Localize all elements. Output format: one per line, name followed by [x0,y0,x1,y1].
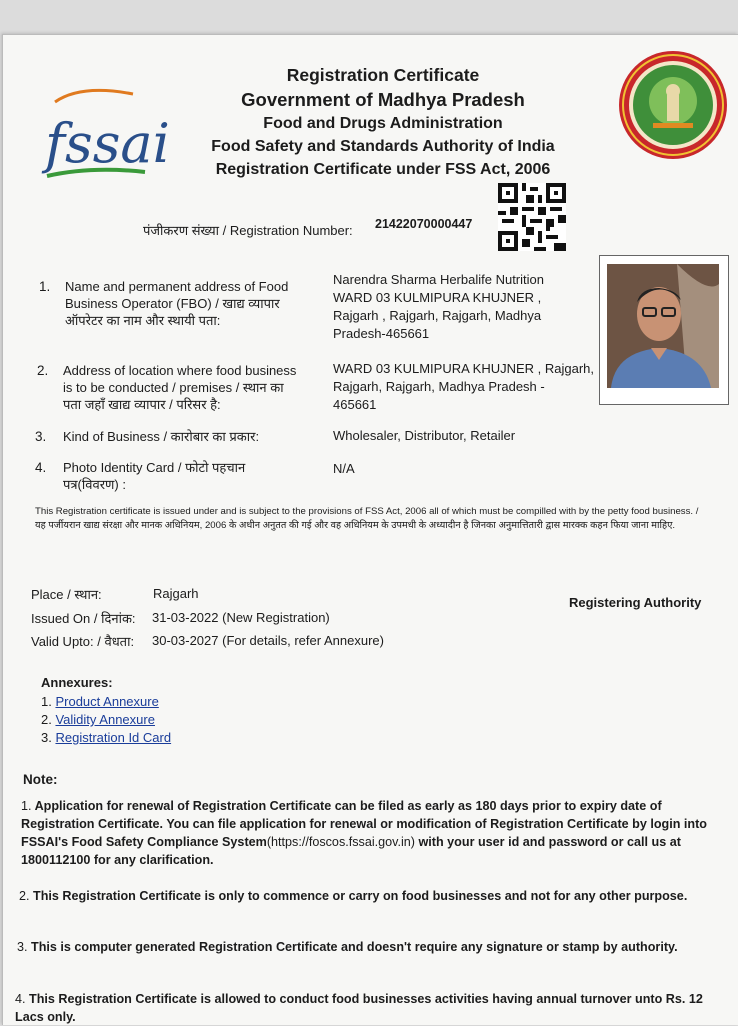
annexures-title: Annexures: [41,675,113,690]
annexure-item: 2. Validity Annexure [41,712,155,727]
header-title: Registration Certificate [286,65,480,85]
registration-id-card-link[interactable]: Registration Id Card [55,730,172,745]
qr-code [498,183,566,251]
item-1-value: Narendra Sharma Herbalife Nutrition WARD 03 KULMIPURA KHUJNER , Rajgarh , Rajgarh, Rajgarh, Madhya Pradesh-465661 [333,272,544,341]
state-emblem [617,49,729,161]
note-2: 2. This Registration Certificate is only to commence or carry on food businesses and not for any other purpose. [19,889,688,903]
item-4-value: N/A [333,461,355,476]
registration-number: 21422070000447 [375,217,473,231]
operator-photo [599,255,729,405]
registering-authority: Registering Authority [569,595,702,610]
note-4: 4. This Registration Certificate is allowed to conduct food businesses activities having annual turnover unto Rs. 12 Lacs only. [15,992,703,1024]
item-3-label: Kind of Business / कारोबार का प्रकार: [63,429,260,444]
registration-number-label: पंजीकरण संख्या / Registration Number: [143,223,353,238]
foscos-link[interactable]: (https://foscos.fssai.gov.in) [266,835,415,849]
item-1-label: Name and permanent address of Food Business Operator (FBO) / खाद्य व्यापार ऑपरेटर का नाम और स्थायी पता: [65,279,289,328]
place-label: Place / स्थान: [31,587,102,602]
header-subtitle: Registration Certificate under FSS Act, 2006 [215,161,551,178]
note-1: 1. Application for renewal of Registration Certificate can be filed as early as 180 days prior to expiry date of Registration Certificate. You can file application for renewal or modification of Registration Certificate by login into FSSAI's Food Safety Compliance System(https://foscos.fssai.gov.in) with your user id and password or call us at 1800112100 for any clarification. [21,799,707,867]
note-title: Note: [23,772,58,787]
header-department: Food and Drugs Administration [263,115,503,132]
svg-text:fssai: fssai [45,112,170,175]
valid-upto-label: Valid Upto: / वैधता: [31,634,135,649]
note-3: 3. This is computer generated Registration Certificate and doesn't require any signature or stamp by authority. [17,940,678,954]
certificate-page [2,34,738,1025]
legal-notice: This Registration certificate is issued under and is subject to the provisions of FSS Act, 2006 all of which must be compilled with by the petty food business. / यह पर्जीयरान खाद्य संरक्षा और मानक अधिनियम, 2006 के अधीन अनुतत की गई और वह अधिनियम के उपमधी के अध्यादीन है जिनका अनुमात्तितारी द्वास मारक्क कहन फिया जाना माहिए. [35,506,699,531]
place-value: Rajgarh [153,586,199,601]
product-annexure-link[interactable]: Product Annexure [55,694,159,709]
validity-annexure-link[interactable]: Validity Annexure [55,712,155,727]
header-authority: Food Safety and Standards Authority of India [211,138,555,155]
item-4-number: 4. [35,460,47,475]
annexure-item: 1. Product Annexure [41,694,159,709]
item-1-number: 1. [39,279,51,294]
annexure-item: 3. Registration Id Card [41,730,172,745]
item-2-number: 2. [37,363,49,378]
item-2-value: WARD 03 KULMIPURA KHUJNER , Rajgarh, Rajgarh, Rajgarh, Madhya Pradesh - 465661 [333,361,595,412]
header-government: Government of Madhya Pradesh [241,89,525,110]
certificate-header [153,63,613,181]
item-3-value: Wholesaler, Distributor, Retailer [333,428,516,443]
item-3-number: 3. [35,429,47,444]
fssai-logo [41,80,170,190]
valid-upto-value: 30-03-2027 (For details, refer Annexure) [152,633,384,648]
issued-on-value: 31-03-2022 (New Registration) [152,610,330,625]
item-2-label: Address of location where food business is to be conducted / premises / स्थान का पता जहाँ खाद्य व्यापार / परिसर है: [63,363,297,412]
issued-on-label: Issued On / दिनांक: [31,611,136,626]
item-4-label: Photo Identity Card / फोटो पहचान पत्र(विवरण) : [63,460,246,492]
